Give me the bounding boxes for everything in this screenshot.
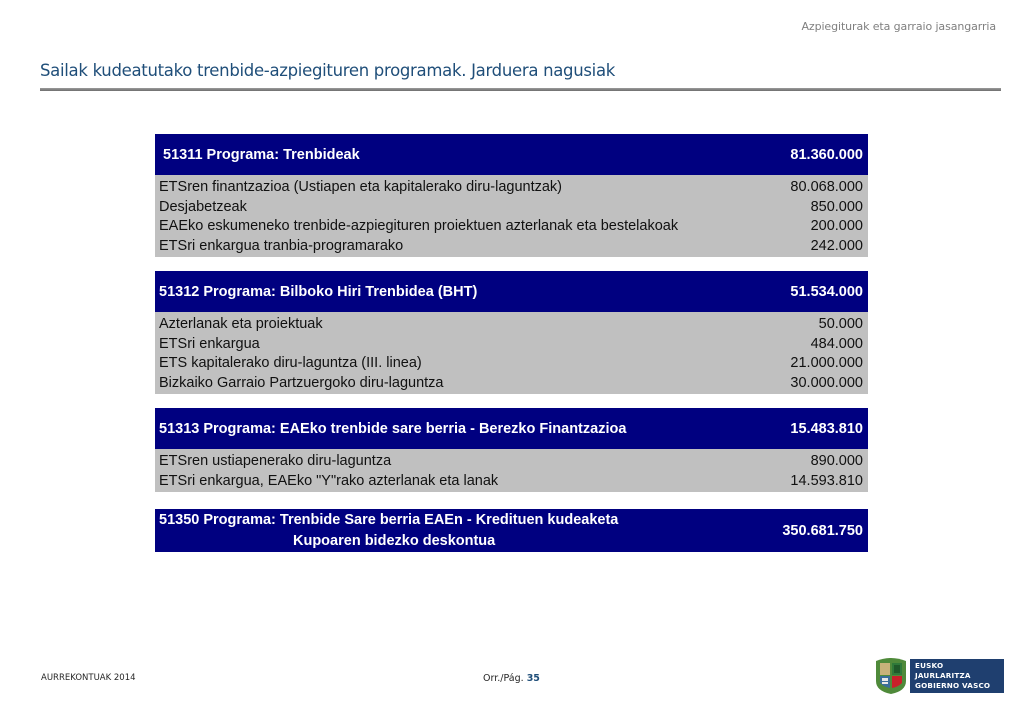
table-row [155, 217, 868, 237]
program-table-51312 [155, 271, 868, 394]
item-amount: 850.000 [810, 198, 863, 215]
program-title: 51312 Programa: Bilboko Hiri Trenbidea (BHT) [159, 283, 478, 300]
table-row [155, 315, 868, 335]
table-row [155, 374, 868, 394]
item-label: ETSri enkargua [159, 335, 260, 352]
item-amount: 242.000 [810, 237, 863, 254]
program-header [155, 408, 868, 449]
program-title: 51313 Programa: EAEko trenbide sare berria - Berezko Finantzazioa [159, 420, 627, 437]
item-amount: 80.068.000 [790, 179, 863, 195]
logo-text [910, 659, 1004, 693]
item-amount: 200.000 [810, 218, 863, 234]
item-label: ETSren finantzazioa (Ustiapen eta kapitalerako diru-laguntzak) [159, 179, 562, 195]
program-title-line1: 51350 Programa: Trenbide Sare berria EAEn - Kredituen kudeaketa [159, 511, 619, 528]
program-header [155, 271, 868, 312]
section-header: Azpiegiturak eta garraio jasangarria [801, 20, 996, 33]
program-title: 51311 Programa: Trenbideak [163, 146, 360, 163]
item-amount: 890.000 [810, 453, 863, 469]
item-label: Bizkaiko Garraio Partzuergoko diru-laguntza [159, 374, 444, 391]
program-table-51311 [155, 134, 868, 257]
item-label: ETSri enkargua, EAEko "Y"rako azterlanak eta lanak [159, 472, 499, 489]
table-row [155, 354, 868, 374]
government-logo [874, 656, 1004, 696]
table-row [155, 472, 868, 492]
page-label: Orr./Pág. [483, 673, 524, 684]
table-row [155, 198, 868, 218]
program-title-line2: Kupoaren bidezko deskontua [293, 532, 496, 549]
page-number-value: 35 [526, 673, 540, 684]
table-row [155, 335, 868, 355]
item-label: EAEko eskumeneko trenbide-azpiegituren proiektuen azterlanak eta bestelakoak [159, 218, 679, 234]
item-label: Azterlanak eta proiektuak [159, 316, 323, 332]
table-row [155, 452, 868, 472]
item-label: Desjabetzeak [159, 198, 247, 215]
item-amount: 30.000.000 [790, 374, 863, 391]
item-label: ETSri enkargua tranbia-programarako [159, 237, 404, 254]
program-header [155, 134, 868, 175]
item-label: ETSren ustiapenerako diru-laguntza [159, 453, 392, 469]
table-row [155, 178, 868, 198]
item-amount: 21.000.000 [790, 355, 863, 371]
program-table-51350 [155, 509, 868, 552]
logo-line-1: EUSKO JAURLARITZA [915, 661, 971, 680]
program-title [159, 510, 618, 552]
basque-coat-of-arms-icon [874, 657, 908, 695]
page-number [483, 673, 540, 684]
table-row [155, 237, 868, 257]
program-items [155, 312, 868, 394]
item-amount: 484.000 [810, 335, 863, 352]
item-amount: 50.000 [818, 316, 863, 332]
page-title: Sailak kudeatutako trenbide-azpiegituren programak. Jarduera nagusiak [40, 61, 616, 80]
program-amount: 15.483.810 [790, 420, 863, 437]
program-items [155, 175, 868, 257]
program-amount: 81.360.000 [790, 146, 863, 163]
program-header [155, 509, 868, 552]
program-table-51313 [155, 408, 868, 492]
logo-line-2: GOBIERNO VASCO [915, 681, 991, 690]
footer-document-name: AURREKONTUAK 2014 [41, 673, 136, 683]
item-label: ETS kapitalerako diru-laguntza (III. linea) [159, 355, 422, 371]
program-amount: 350.681.750 [782, 522, 863, 539]
program-amount: 51.534.000 [790, 283, 863, 300]
program-items [155, 449, 868, 492]
item-amount: 14.593.810 [790, 472, 863, 489]
title-divider [40, 88, 1001, 91]
